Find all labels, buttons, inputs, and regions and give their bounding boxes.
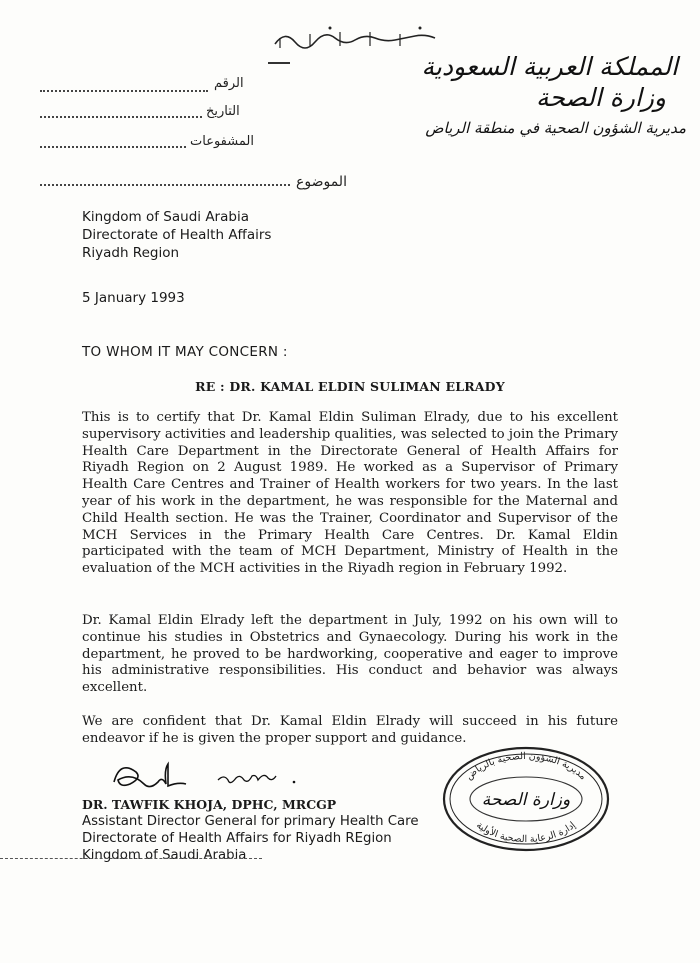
header-mark <box>268 62 290 64</box>
handwritten-signature <box>108 752 298 798</box>
address-line: Kingdom of Saudi Arabia <box>82 209 249 225</box>
subject-line: RE : DR. KAMAL ELDIN SULIMAN ELRADY <box>195 379 505 394</box>
subject-field-label: الموضوع <box>296 174 347 190</box>
address-line: Directorate of Health Affairs <box>82 227 272 243</box>
address-line: Riyadh Region <box>82 245 180 261</box>
number-field-line <box>40 90 208 92</box>
attachments-field-line <box>40 146 186 148</box>
stamp-outer-text: مديرية الشؤون الصحية بالرياض <box>463 750 589 783</box>
arabic-letterhead <box>396 52 686 172</box>
signatory-name: DR. TAWFIK KHOJA, DPHC, MRCGP <box>82 797 337 812</box>
official-stamp <box>440 744 612 854</box>
signatory-block <box>82 813 419 864</box>
subject-field-line <box>40 184 290 186</box>
signatory-title-line: Kingdom of Saudi Arabia <box>82 848 247 863</box>
arabic-kingdom-line: المملكة العربية السعودية <box>421 52 678 81</box>
letter-date: 5 January 1993 <box>82 290 185 306</box>
body-paragraph: We are confident that Dr. Kamal Eldin Elrady will succeed in his future endeavor if he is given the proper support and guidance. <box>82 714 618 746</box>
body-paragraph: This is to certify that Dr. Kamal Eldin Suliman Elrady, due to his excellent supervisory activities and leadership qualities, was selected to join the Primary Health Care Department in the Directorate General of Health Affairs for Riyadh Region on 2 August 1989. He worked as a Supervisor of Primary Health Care Centres and Trainer of Health workers for two years. In the last year of his work in the department, he was responsible for the Maternal and Child Health section. He was the Trainer, Coordinator and Supervisor of the MCH Services in the Primary Health Care Centres. Dr. Kamal Eldin participated with the team of MCH Department, Ministry of Health in the evaluation of the MCH activities in the Riyadh region in February 1992. <box>82 410 618 577</box>
underline-rule <box>0 858 262 859</box>
body-paragraph: Dr. Kamal Eldin Elrady left the department in July, 1992 on his own will to continue his studies in Obstetrics and Gynaecology. During his work in the department, he proved to be hardworking, cooperative and eager to improve his administrative responsibilities. His conduct and behavior was always excellent. <box>82 613 618 696</box>
number-field-label: الرقم <box>214 76 244 91</box>
stamp-center-text: وزارة الصحة <box>481 790 571 810</box>
address-block <box>82 208 271 262</box>
arabic-ministry-line: وزارة الصحة <box>536 83 666 112</box>
signatory-title-line: Directorate of Health Affairs for Riyadh REgion <box>82 831 392 846</box>
salutation: TO WHOM IT MAY CONCERN : <box>82 344 288 360</box>
arabic-directorate-line: مديرية الشؤون الصحية في منطقة الرياض <box>425 119 686 137</box>
date-field-line <box>40 116 202 118</box>
attachments-field-label: المشفوعات <box>190 134 254 149</box>
signatory-title-line: Assistant Director General for primary Health Care <box>82 814 419 829</box>
date-field-label: التاريخ <box>206 104 240 119</box>
stamp-lower-text: إدارة الرعاية الصحية الأولية <box>474 819 578 846</box>
